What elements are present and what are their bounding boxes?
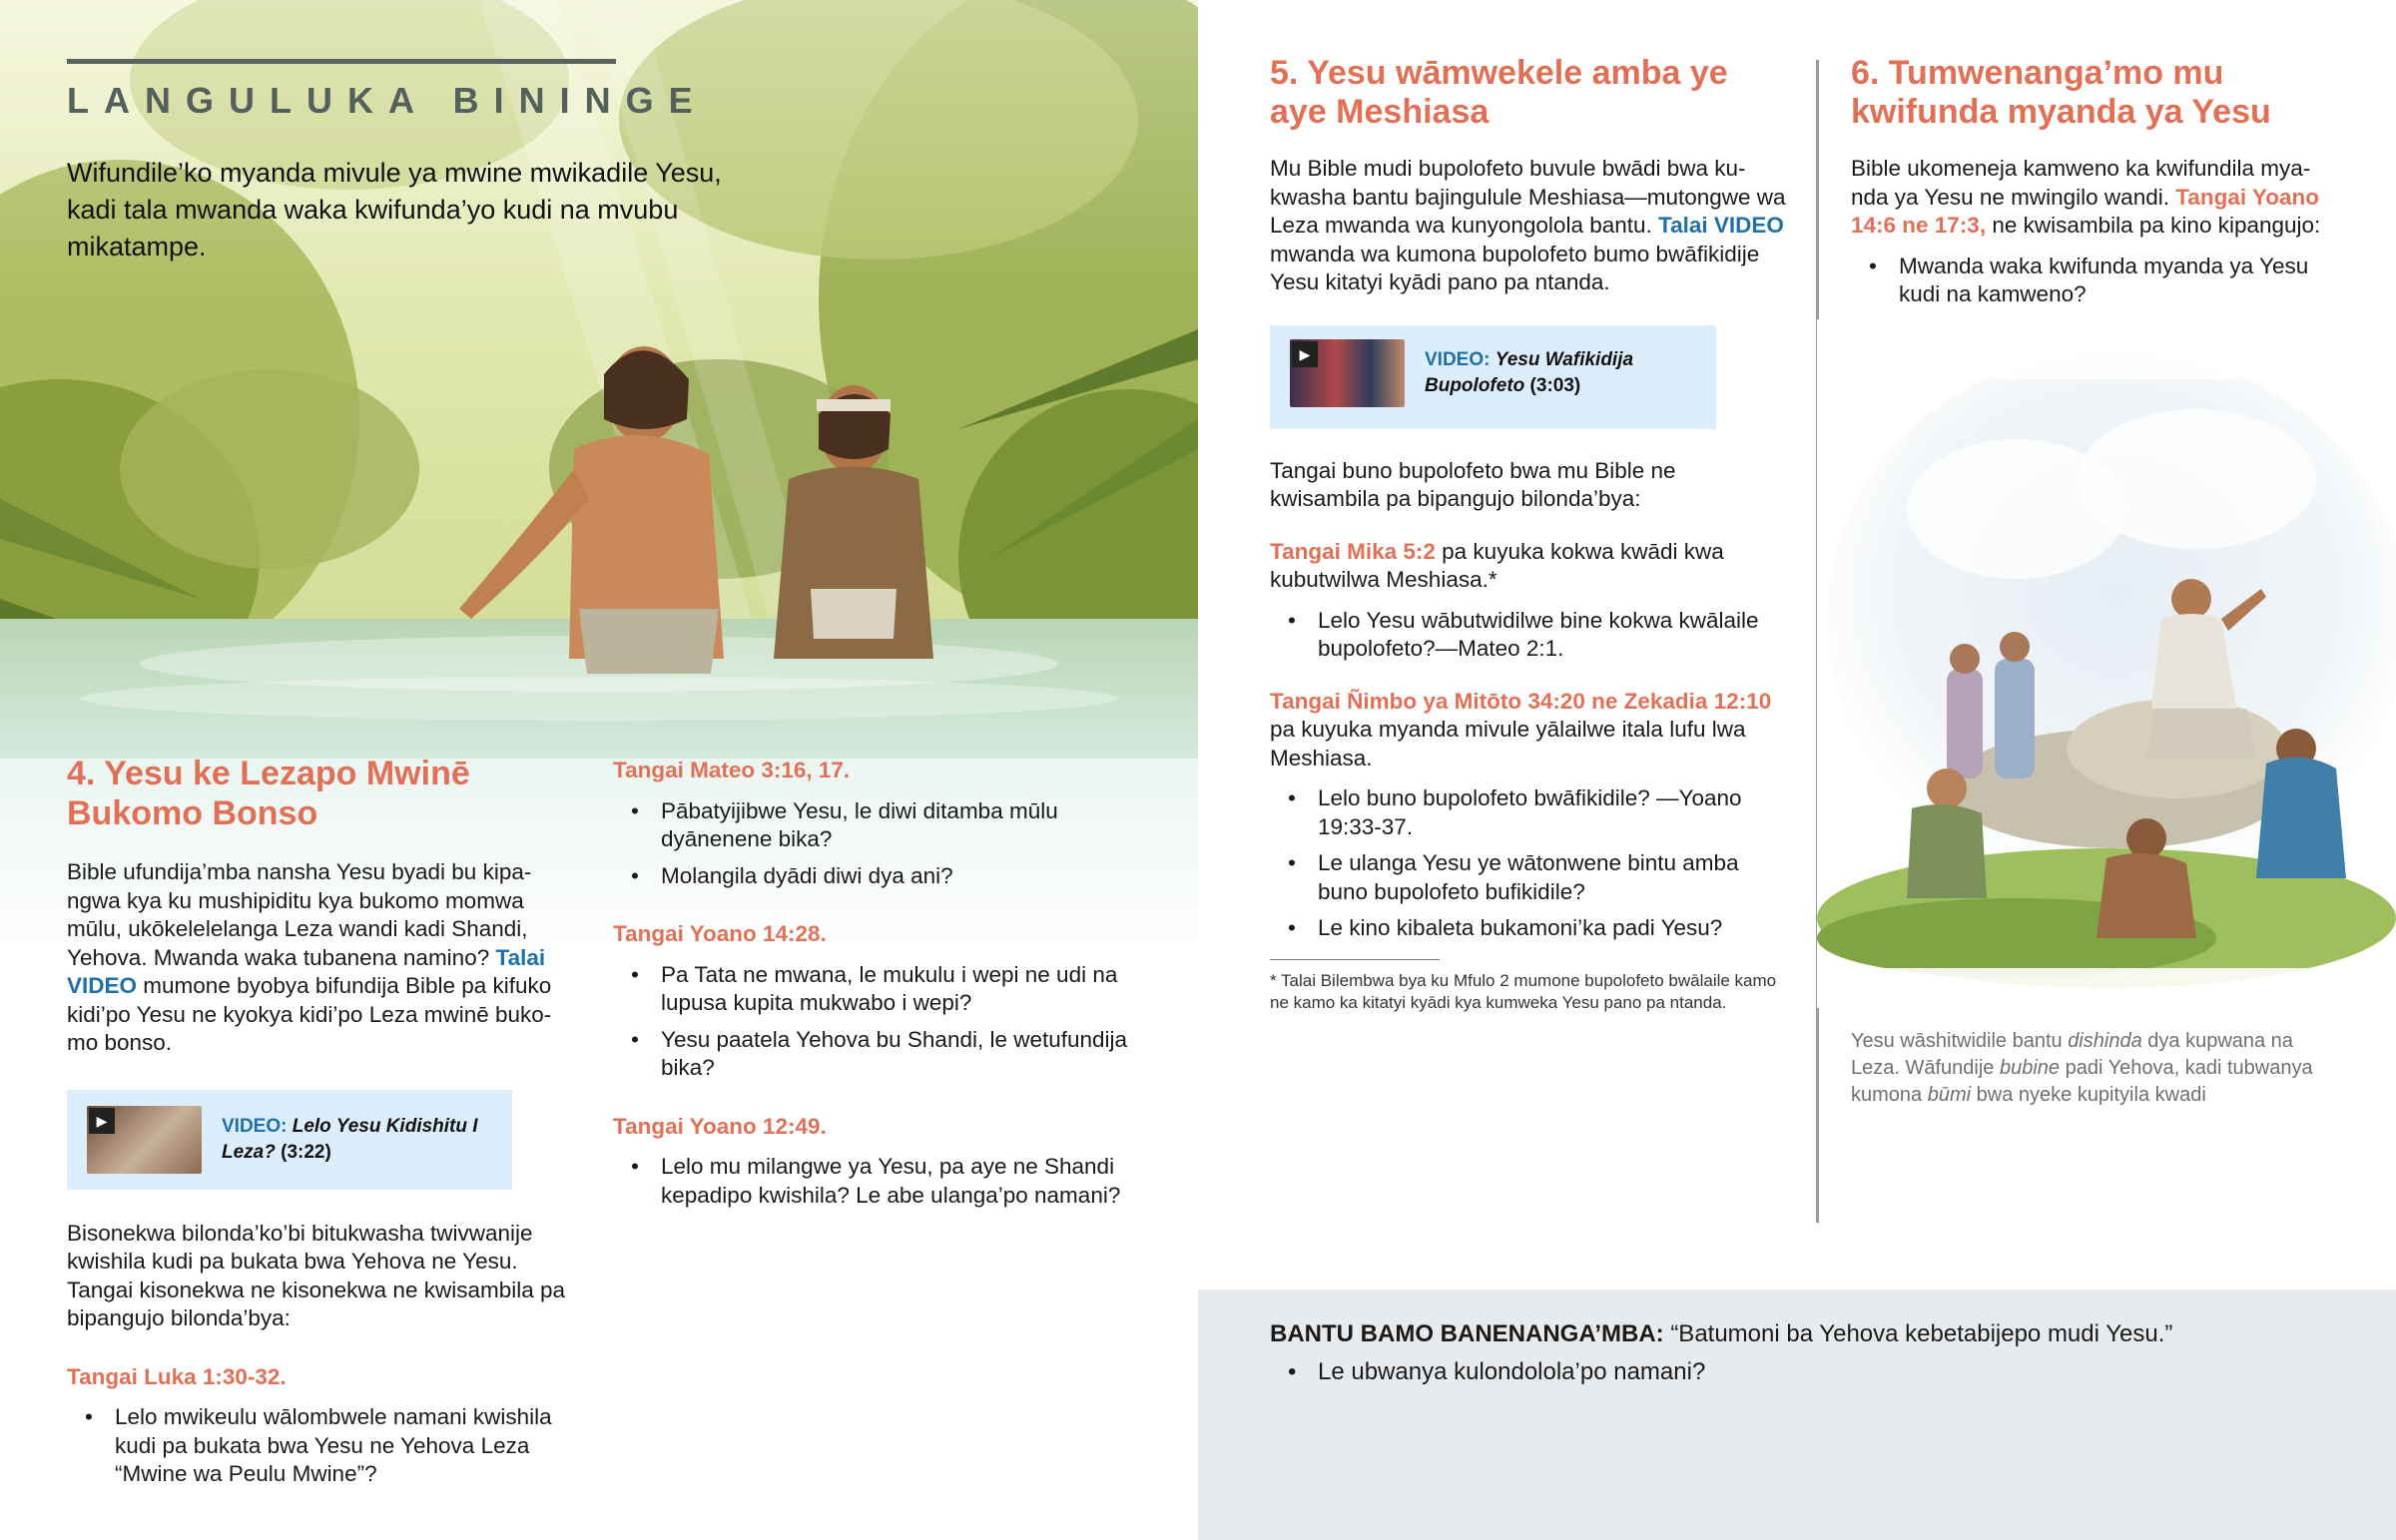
illustration-caption: Yesu wāshitwidile bantu dishinda dya kupwana na Leza. Wāfundije bubine padi Yehova, kadi tubwanya kumona būmi bwa nyeke kupityila kwadi bbox=[1851, 1030, 2313, 1106]
bullet-icon: • bbox=[631, 1026, 639, 1052]
question-list bbox=[613, 1153, 1132, 1210]
question-item: • Mwanda waka kwifunda myanda ya Yesu kudi na kamweno? bbox=[1869, 253, 2309, 306]
verse-ref[interactable]: Tangai Yoano 14:28. bbox=[613, 921, 827, 946]
question-item: • Lelo mu milangwe ya Yesu, pa aye ne Shandi kepadipo kwishila? Le abe ulanga’po namani? bbox=[631, 1154, 1121, 1208]
lesson-5-para-1-text: Mu Bible mudi bupolofeto buvule bwādi bwa kukwasha bantu bajingulule Meshiasa—mutongwe wa Leza mwanda wa kunyongolola bantu. bbox=[1270, 156, 1786, 238]
video-link-talai[interactable]: Talai bbox=[495, 944, 546, 970]
question-item: • Yesu paatela Yehova bu Shandi, le wetufundija bika? bbox=[631, 1026, 1128, 1080]
video-card-lesson-4[interactable] bbox=[67, 1090, 512, 1190]
lesson-5-verse-2-line: Tangai Ñimbo ya Mitōto 34:20 ne Zekadia 12:10 pa kuyuka myanda mivule yālailwe itala lufu lwa Meshiasa. bbox=[1270, 688, 1772, 770]
lesson-6-title: 6. Tumwenanga’mo mu kwifunda myanda ya Yesu bbox=[1851, 54, 2271, 131]
question-list bbox=[1270, 1357, 2318, 1387]
video-caption bbox=[222, 1114, 492, 1166]
question-list bbox=[613, 961, 1132, 1083]
others-say-line bbox=[1270, 1319, 2318, 1349]
verse-ref[interactable]: Tangai Mateo 3:16, 17. bbox=[613, 758, 851, 782]
question-list bbox=[1851, 253, 2330, 309]
bullet-icon: • bbox=[631, 797, 639, 823]
video-link-video[interactable]: VIDEO bbox=[67, 973, 138, 998]
section-label: LANGULUKA BININGE bbox=[67, 80, 708, 121]
question-item: • Pa Tata ne mwana, le mukulu i wepi ne udi na lupusa kupita mukwabo i wepi? bbox=[631, 961, 1118, 1015]
video-card-lesson-5[interactable] bbox=[1270, 325, 1716, 429]
bullet-icon: • bbox=[1288, 850, 1296, 875]
bullet-icon: • bbox=[631, 862, 639, 888]
lesson-4-paragraph-2: Bisonekwa bilonda’ko’bi bitukwasha twivwanije kwishila kudi pa bukata bwa Yehova ne Yesu. Tangai kisonekwa ne kisonekwa ne kwisambila pa bipangujo bilonda’bya: bbox=[67, 1220, 566, 1330]
video-caption bbox=[1425, 347, 1696, 399]
bullet-icon: • bbox=[1288, 915, 1296, 940]
lesson-5-para-1-tail: mwanda wa kumona bupolofeto bumo bwāfikidije Yesu kitatyi kyādi pano pa ntanda. bbox=[1270, 241, 1760, 294]
footnote: * Talai Bilembwa bya ku Mfulo 2 mumone bupolofeto bwālaile kamo ne kamo ka kitatyi kyādi kya kumweka Yesu pano pa ntanda. bbox=[1270, 970, 1777, 1012]
bullet-icon: • bbox=[85, 1404, 93, 1429]
question-item: • Le ubwanya kulondolola’po namani? bbox=[1288, 1358, 1706, 1385]
verse-ref[interactable]: Tangai Mika 5:2 bbox=[1270, 538, 1436, 564]
bullet-icon: • bbox=[1288, 785, 1296, 810]
lesson-4-para-1-text: Bible ufundija’mba nansha Yesu byadi bu kipangwa kya ku mushipiditu kya bukomo momwa mūlu, ukōkelelelanga Leza wandi kadi Shandi, Yehova. Mwanda waka tubanena namino? bbox=[67, 859, 532, 970]
play-icon[interactable]: ▶ bbox=[89, 1108, 115, 1134]
play-icon[interactable]: ▶ bbox=[1292, 341, 1318, 367]
others-say-label: BANTU BAMO BANENANGA’MBA: bbox=[1270, 1320, 1664, 1347]
section-rule bbox=[67, 59, 616, 64]
others-say-section bbox=[1270, 1319, 2318, 1395]
bullet-icon: • bbox=[1288, 1358, 1297, 1385]
right-page bbox=[1198, 0, 2396, 1540]
question-list bbox=[67, 1403, 566, 1489]
question-item: • Molangila dyādi diwi dya ani? bbox=[613, 862, 1132, 891]
lesson-5-column bbox=[1270, 155, 1789, 1014]
question-item: • Lelo mwikeulu wālombwele namani kwishila kudi pa bukata bwa Yesu ne Yehova Leza “Mwine wa Peulu Mwine”? bbox=[85, 1404, 552, 1486]
question-item: • Le kino kibaleta bukamoni’ka padi Yesu? bbox=[1270, 914, 1789, 943]
teaching-illustration bbox=[1817, 319, 2396, 1008]
bullet-icon: • bbox=[1869, 253, 1877, 278]
verse-ref[interactable]: Tangai Yoano 12:49. bbox=[613, 1113, 827, 1139]
video-duration: (3:03) bbox=[1529, 374, 1581, 396]
question-item: • Lelo Yesu wābutwidilwe bine kokwa kwālaile bupolofeto?—Mateo 2:1. bbox=[1288, 607, 1759, 661]
video-link-talai[interactable]: Talai bbox=[1658, 213, 1708, 238]
lesson-5-verse-1-line: Tangai Mika 5:2 pa kuyuka kokwa kwādi kwa kubutwilwa Meshiasa.* bbox=[1270, 538, 1724, 592]
bullet-icon: • bbox=[631, 1154, 639, 1179]
lesson-6-column bbox=[1851, 155, 2330, 317]
verse-ref[interactable]: Tangai Yoano 14:6 ne 17:3, bbox=[1851, 184, 2320, 238]
question-list bbox=[1270, 784, 1789, 943]
verse-ref[interactable]: Tangai Luka 1:30-32. bbox=[67, 1363, 287, 1389]
lesson-4-para-1-tail: mumone byobya bifundija Bible pa kifuko kidi’po Yesu ne kyokya kidi’po Leza mwinē bukomo bonso. bbox=[67, 973, 552, 1055]
question-list bbox=[1270, 607, 1789, 664]
question-list bbox=[613, 797, 1132, 891]
lesson-6-paragraph-1: Bible ukomeneja kamweno ka kwifundila myanda ya Yesu ne mwingilo wandi. Tangai Yoano 14:6 ne 17:3, ne kwisambila pa kino kipangujo: bbox=[1851, 156, 2321, 238]
verse-ref[interactable]: Tangai Ñimbo ya Mitōto 34:20 ne Zekadia 12:10 bbox=[1270, 688, 1772, 714]
video-title: Yesu Wafikidija Bupolofeto bbox=[1425, 348, 1634, 396]
lesson-4-column-left bbox=[67, 858, 566, 1497]
footnote-rule bbox=[1270, 959, 1440, 960]
video-thumbnail[interactable] bbox=[87, 1106, 202, 1174]
question-item: • Lelo buno bupolofeto bwāfikidile? —Yoano 19:33-37. bbox=[1288, 785, 1742, 839]
video-thumbnail[interactable] bbox=[1290, 339, 1405, 407]
bullet-icon: • bbox=[1288, 607, 1296, 633]
question-item: • Pābatyijibwe Yesu, le diwi ditamba mūlu dyānenene bika? bbox=[631, 797, 1058, 851]
bullet-icon: • bbox=[631, 961, 639, 987]
video-link-video[interactable]: VIDEO bbox=[1713, 213, 1784, 238]
question-item: • Le ulanga Yesu ye wātonwene bintu amba buno bupolofeto bufikidile? bbox=[1288, 850, 1739, 904]
lesson-4-paragraph-1 bbox=[67, 858, 566, 1058]
lesson-4-title: 4. Yesu ke Lezapo Mwinē Bukomo Bonso bbox=[67, 755, 470, 832]
others-say-quote: “Batumoni ba Yehova kebetabijepo mudi Yesu.” bbox=[1670, 1320, 2173, 1347]
video-label: VIDEO: bbox=[222, 1115, 288, 1137]
video-label: VIDEO: bbox=[1425, 348, 1491, 370]
video-title: Lelo Yesu Kidishitu I Leza? bbox=[222, 1115, 478, 1163]
intro-text: Wifundile’ko myanda mivule ya mwine mwikadile Yesu, kadi tala mwanda waka kwifunda’yo kudi na mvubu mikatampe. bbox=[67, 158, 722, 261]
lesson-5-paragraph-2: Tangai buno bupolofeto bwa mu Bible ne kwisambila pa bipangujo bilonda’bya: bbox=[1270, 457, 1676, 511]
lesson-5-paragraph-1 bbox=[1270, 155, 1789, 297]
lesson-4-column-right bbox=[613, 757, 1132, 1218]
lesson-5-title: 5. Yesu wāmwekele amba ye aye Meshiasa bbox=[1270, 54, 1728, 131]
video-duration: (3:22) bbox=[281, 1141, 331, 1163]
